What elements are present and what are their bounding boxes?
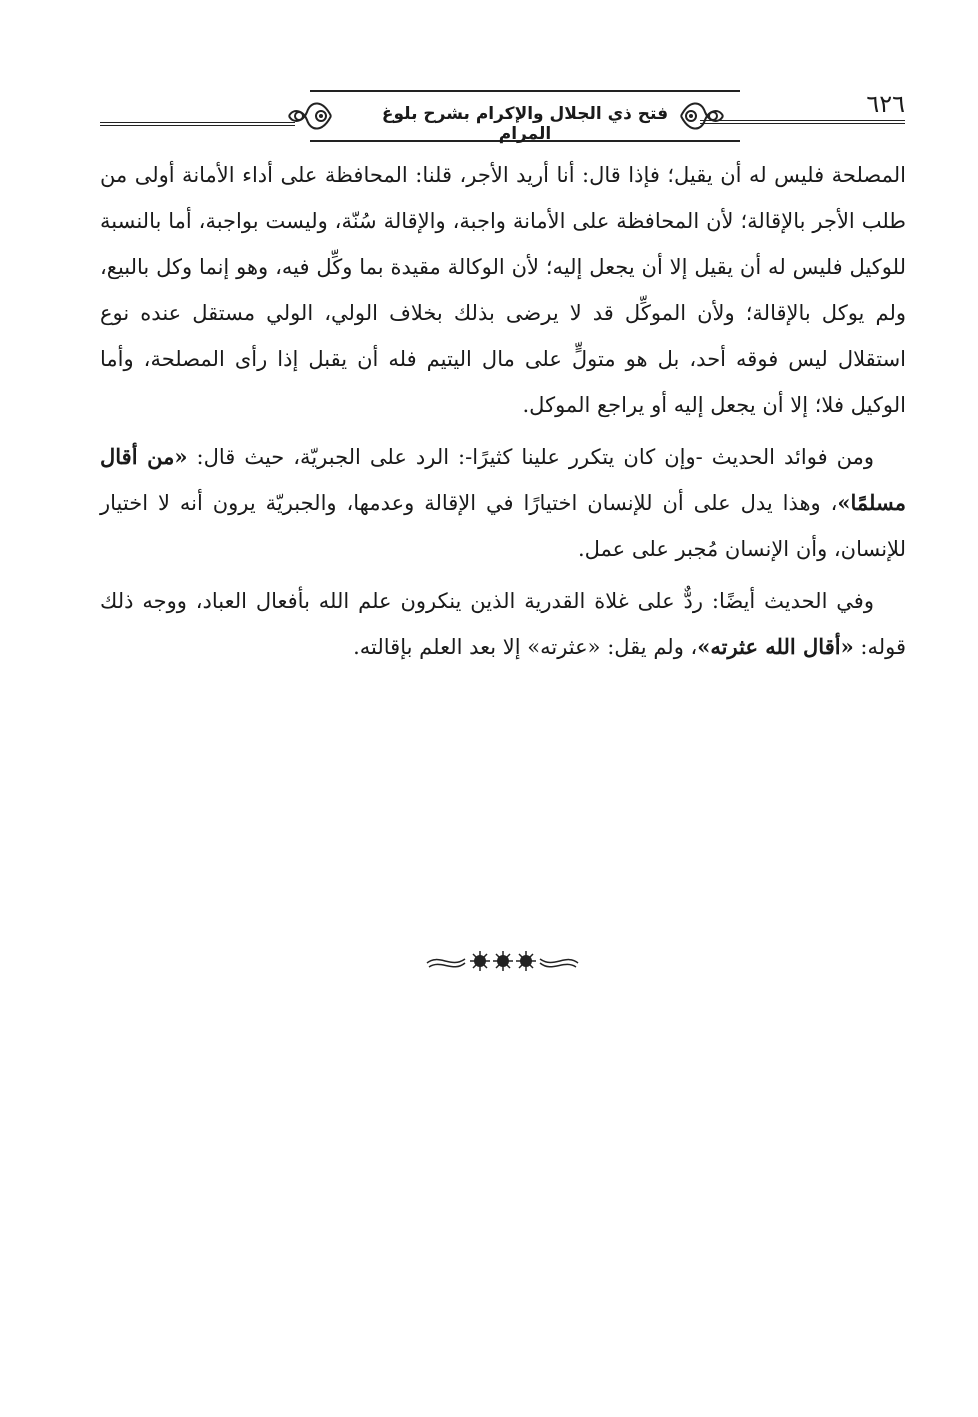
floral-ornament-icon	[285, 94, 335, 138]
header-rule-left	[100, 122, 295, 126]
paragraph-1: المصلحة فليس له أن يقيل؛ فإذا قال: أنا أريد الأجر، قلنا: المحافظة على أداء الأمانة أولى من طلب الأجر بالإقالة؛ لأن المحافظة على الأمانة واجبة، والإقالة سُنّة، وليست بواجبة، أما بالنسبة للوكيل فليس له أن يقيل إلا أن يجعل إليه؛ لأن الوكالة مقيدة بما وكِّل فيه، وهو إنما وكل بالبيع، ولم يوكل بالإقالة؛ ولأن الموكِّل قد لا يرضى بذلك بخلاف الولي، الولي مستقل عنده نوع استقلال ليس فوقه أحد، بل هو متولٍّ على مال اليتيم فله أن يقبل إذا رأى المصلحة، وأما الوكيل فلا؛ إلا أن يجعل إليه أو يراجع الموكل.	[100, 163, 906, 417]
flower-divider-icon	[425, 947, 580, 975]
paragraph-3	[100, 578, 906, 670]
paragraph-2	[100, 434, 906, 572]
paragraph-3-text-start: وفي الحديث أيضًا: ردٌّ على غلاة القدرية الذين ينكرون علم الله بأفعال العباد، ووجه ذلك قوله:	[100, 589, 906, 659]
paragraph-2-text-end: ، وهذا يدل على أن للإنسان اختيارًا في الإقالة وعدمها، والجبريّة يرون أنه لا اختيار للإنسان، وأن الإنسان مُجبر على عمل.	[100, 491, 906, 561]
paragraph-2-text-start: ومن فوائد الحديث -وإن كان يتكرر علينا كثيرًا-: الرد على الجبريّة، حيث قال:	[187, 445, 875, 469]
page-number: ٦٢٦	[866, 90, 905, 118]
header-rule-right	[700, 120, 905, 124]
running-title: فتح ذي الجلال والإكرام بشرح بلوغ المرام	[381, 104, 669, 144]
paragraph-3-text-end: ، ولم يقل: «عثرته» إلا بعد العلم بإقالته.	[353, 635, 698, 659]
page-body	[100, 152, 906, 676]
page-header	[100, 82, 905, 144]
hadith-quote: «من أقال مسلمًا»	[100, 444, 906, 515]
hadith-quote: «أقال الله عثرته»	[697, 634, 854, 659]
header-frame-top	[310, 90, 740, 92]
